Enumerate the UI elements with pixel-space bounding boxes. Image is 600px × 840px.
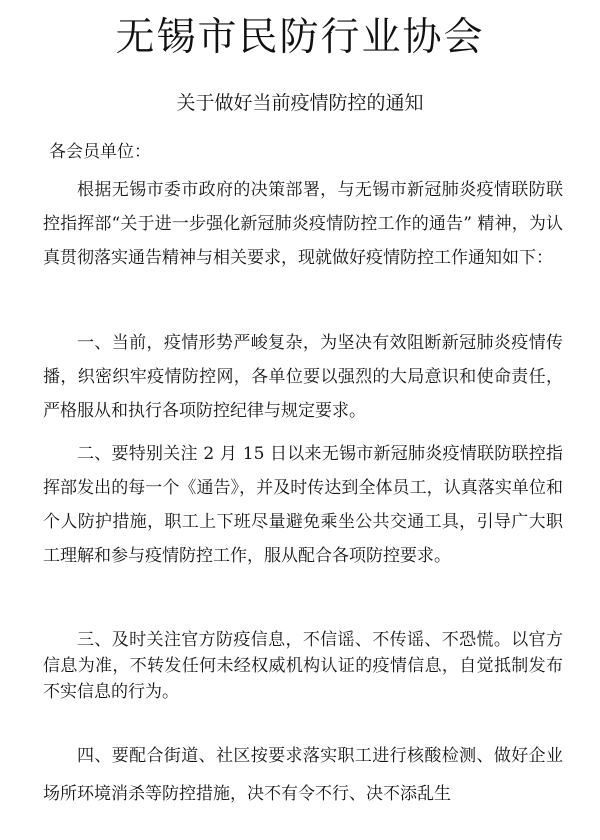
paragraph-intro: 根据无锡市委市政府的决策部署，与无锡市新冠肺炎疫情联防联控指挥部“关于进一步强化新冠肺炎疫情防控工作的通告” 精神，为认真贯彻落实通告精神与相关要求，现就做好疫情防控工作通知如下： — [43, 180, 563, 268]
organization-title: 无锡市民防行业协会 — [115, 15, 485, 60]
paragraph-item-2: 二、要特别关注 2 月 15 日以来无锡市新冠肺炎疫情联防联控指挥部发出的每一个《通告》，并及时传达到全体员工，认真落实单位和个人防护措施，职工上下班尽量避免乘坐公共交通工具，引导广大职工理解和参与疫情防控工作，服从配合各项防控要求。 — [43, 444, 563, 566]
paragraph-item-3: 三、及时关注官方防疫信息，不信谣、不传谣、不恐慌。以官方信息为准，不转发任何未经权威机构认证的疫情信息，自觉抵制发布不实信息的行为。 — [43, 630, 563, 702]
salutation: 各会员单位： — [49, 142, 151, 162]
paragraph-item-1: 一、当前，疫情形势严峻复杂，为坚决有效阻断新冠肺炎疫情传播，织密织牢疫情防控网，各单位要以强烈的大局意识和使命责任，严格服从和执行各项防控纪律与规定要求。 — [43, 333, 563, 421]
notice-title: 关于做好当前疫情防控的通知 — [176, 92, 424, 114]
paragraph-item-4: 四、要配合街道、社区按要求落实职工进行核酸检测、做好企业场所环境消杀等防控措施，决不有令不行、决不添乱生 — [43, 746, 563, 804]
